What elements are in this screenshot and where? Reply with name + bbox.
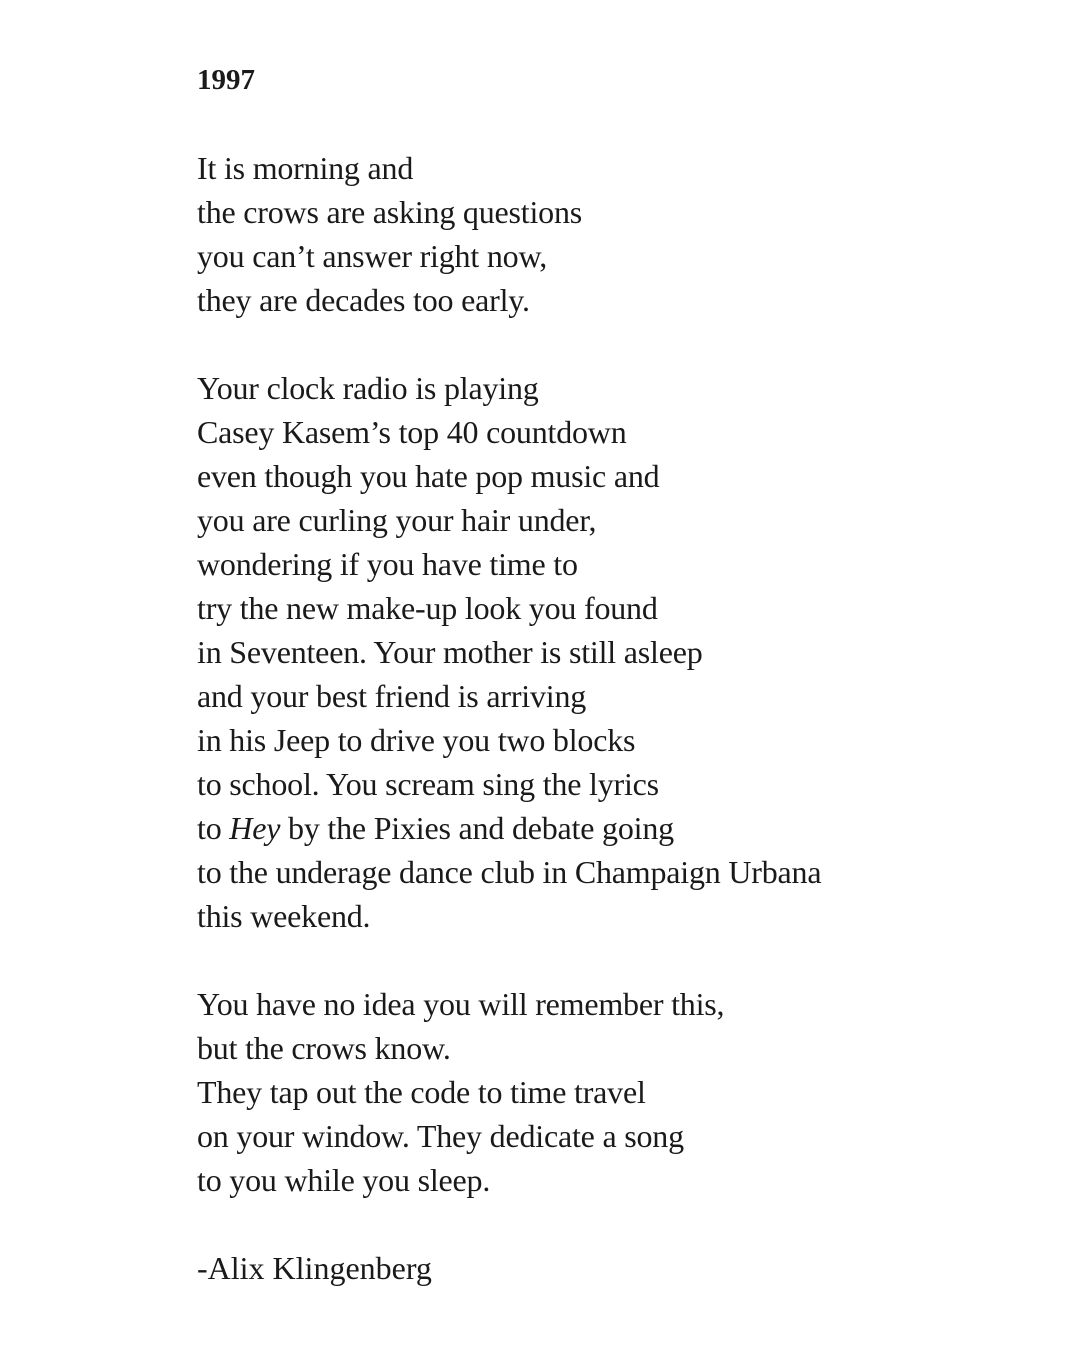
- poem-line: You have no idea you will remember this,: [197, 986, 725, 1022]
- poem-line-with-song-title: [197, 806, 1057, 850]
- poem-line: to school. You scream sing the lyrics: [197, 766, 659, 802]
- poem-line: you are curling your hair under,: [197, 502, 597, 538]
- poem-line: to the underage dance club in Champaign Urbana: [197, 854, 822, 890]
- poem-line: on your window. They dedicate a song: [197, 1118, 684, 1154]
- poem: [197, 58, 1057, 1290]
- poem-title: 1997: [197, 64, 255, 96]
- poem-line: Your clock radio is playing: [197, 370, 539, 406]
- stanza-3: [197, 982, 1057, 1202]
- author-signature: -Alix Klingenberg: [197, 1250, 432, 1286]
- poem-line: you can’t answer right now,: [197, 238, 548, 274]
- poem-line: they are decades too early.: [197, 282, 530, 318]
- poem-line: wondering if you have time to: [197, 546, 578, 582]
- poem-line: in his Jeep to drive you two blocks: [197, 722, 636, 758]
- poem-line: even though you hate pop music and: [197, 458, 660, 494]
- poem-line: this weekend.: [197, 898, 371, 934]
- poem-line: It is morning and: [197, 150, 414, 186]
- poem-line: the crows are asking questions: [197, 194, 583, 230]
- poem-line: in Seventeen. Your mother is still asleep: [197, 634, 703, 670]
- poem-line: Casey Kasem’s top 40 countdown: [197, 414, 627, 450]
- line-prefix: to: [197, 810, 230, 846]
- song-title: Hey: [229, 810, 281, 846]
- poem-line: They tap out the code to time travel: [197, 1074, 646, 1110]
- stanza-1: [197, 146, 1057, 322]
- poem-line: and your best friend is arriving: [197, 678, 587, 714]
- poem-line: but the crows know.: [197, 1030, 451, 1066]
- stanza-2: [197, 366, 1057, 938]
- poem-line: try the new make-up look you found: [197, 590, 658, 626]
- line-suffix: by the Pixies and debate going: [280, 810, 674, 846]
- poem-line: to you while you sleep.: [197, 1162, 491, 1198]
